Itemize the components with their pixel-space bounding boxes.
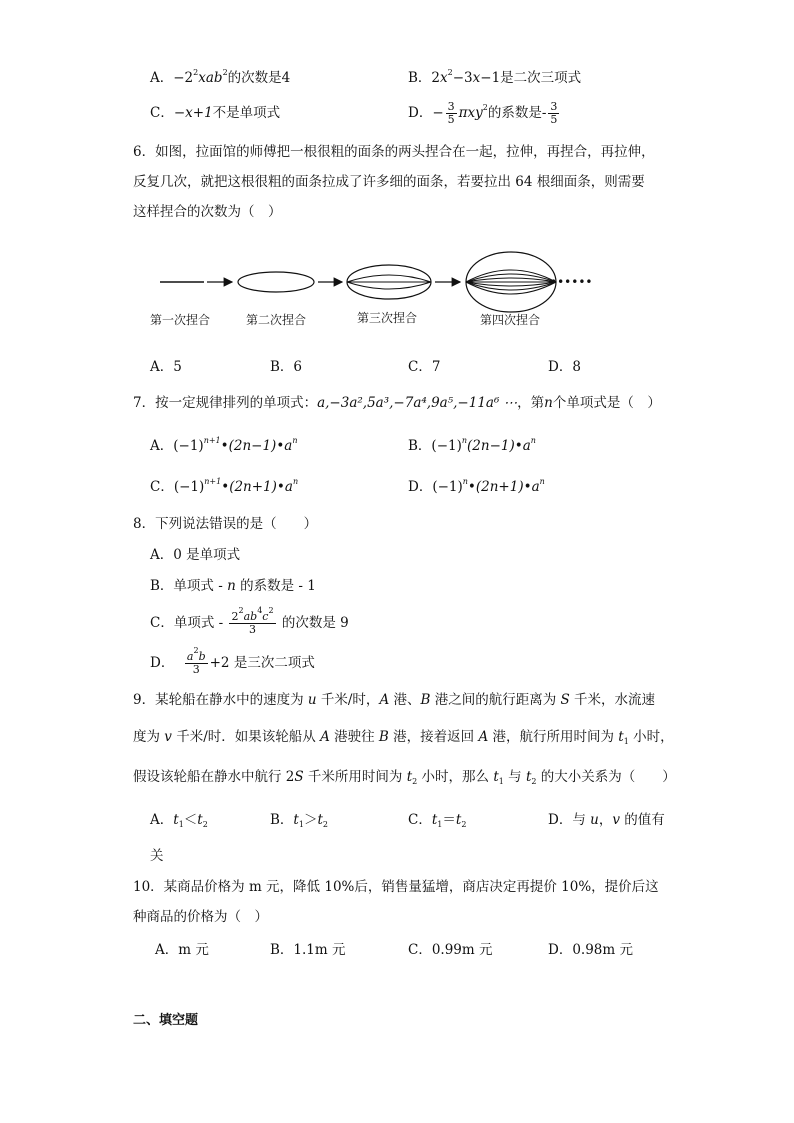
q9-stem-line1: 9．某轮船在静水中的速度为 u 千米/时，A 港、B 港之间的航行距离为 S 千米，水流速 xyxy=(133,692,656,708)
q6-option-b: B．6 xyxy=(270,359,303,375)
q9-option-d-wrap: 关 xyxy=(150,848,164,864)
q9-option-c: C．$t_1=t_2$ xyxy=(408,812,467,829)
section-heading-fill-blank: 二、填空题 xyxy=(133,1013,199,1028)
q6-stem-line3: 这样捏合的次数为（ ） xyxy=(133,204,282,220)
q7-option-a: A．$(-1)^{n+1}•(2n-1)•a^n$ xyxy=(150,436,298,454)
q5-option-b: B．$2x^2-3x-1$是二次三项式 xyxy=(408,68,582,86)
noodle-stage2-ellipse xyxy=(238,272,314,292)
q9-stem-line3: 假设该轮船在静水中航行 2S 千米所用时间为 $t_2$ 小时，那么 $t_1$ 与 $t_2$ 的大小关系为（ ） xyxy=(133,769,676,786)
q8-option-c: C．单项式 - $\frac{2^2ab^4c^2}{3}$ 的次数是 9 xyxy=(150,606,349,636)
q9-option-a: A．$t_1<t_2$ xyxy=(150,812,208,829)
q6-stem-line2: 反复几次，就把这根很粗的面条拉成了许多细的面条，若要拉出 64 根细面条，则需要 xyxy=(133,174,645,190)
q5-option-c: C．−x+1不是单项式 xyxy=(150,105,281,121)
q10-stem-line2: 种商品的价格为（ ） xyxy=(133,909,268,925)
label-stage1: 第一次捏合 xyxy=(150,313,211,327)
q5-option-a: A．$-2^2xab^2$的次数是4 xyxy=(150,68,291,86)
continuation-dots: •••••• xyxy=(550,275,593,289)
q7-option-c: C．$(-1)^{n+1}•(2n+1)•a^n$ xyxy=(150,477,299,495)
label-stage4: 第四次捏合 xyxy=(480,313,541,327)
q10-option-a: A．m 元 xyxy=(155,942,209,958)
noodle-stage3-shape xyxy=(347,265,431,299)
q10-stem-line1: 10．某商品价格为 m 元，降低 10%后，销售量猛增，商店决定再提价 10%，提价后这 xyxy=(133,879,659,895)
q6-option-a: A．5 xyxy=(150,359,182,375)
q8-option-d: D． $\frac{a^2b}{3}$ +2 是三次二项式 xyxy=(150,646,315,676)
q9-option-b: B．$t_1>t_2$ xyxy=(270,812,328,829)
q7-option-b: B．$(-1)^n(2n-1)•a^n$ xyxy=(408,436,536,454)
q6-stem-line1: 6．如图，拉面馆的师傅把一根很粗的面条的两头捏合在一起，拉伸，再捏合，再拉伸， xyxy=(133,144,655,160)
q7-option-d: D．$(-1)^n•(2n+1)•a^n$ xyxy=(408,477,545,495)
q9-option-d: D．与 u，v 的值有 xyxy=(548,812,665,828)
q10-option-d: D．0.98m 元 xyxy=(548,942,633,958)
q6-option-c: C．7 xyxy=(408,359,441,375)
q8-stem: 8．下列说法错误的是（ ） xyxy=(133,516,318,532)
label-stage3: 第三次捏合 xyxy=(357,311,418,325)
q6-option-d: D．8 xyxy=(548,359,581,375)
q8-option-a: A．0 是单项式 xyxy=(150,547,241,563)
q10-option-c: C．0.99m 元 xyxy=(408,942,493,958)
q5-option-d: D．− $\frac{3}{5}$ πxy$^2$的系数是- $\frac{3}{5}$ xyxy=(408,100,558,126)
noodle-stage4-shape xyxy=(466,252,556,312)
q7-stem: 7．按一定规律排列的单项式：a,−3a²,5a³,−7a⁴,9a⁵,−11a⁶ ⋯，第n个单项式是（ ） xyxy=(133,395,661,411)
q10-option-b: B．1.1m 元 xyxy=(270,942,346,958)
label-stage2: 第二次捏合 xyxy=(246,313,307,327)
q9-stem-line2: 度为 v 千米/时．如果该轮船从 A 港驶往 B 港，接着返回 A 港，航行所用时间为 $t_1$ 小时， xyxy=(133,729,674,746)
q8-option-b: B．单项式 - n 的系数是 - 1 xyxy=(150,578,316,594)
noodle-figure xyxy=(0,248,794,338)
